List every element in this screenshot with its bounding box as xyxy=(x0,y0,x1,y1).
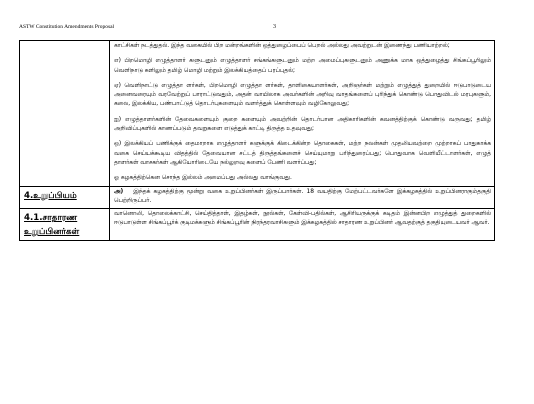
clause-label: அ) xyxy=(114,188,124,195)
document-title: ASTW Constitution Amendments Proposal xyxy=(19,24,115,30)
objectives-cell xyxy=(110,41,495,187)
paragraph: வானொலி, தொலைக்காட்சி, செய்தித்தாள், இதழ்கள், நூல்கள், கேள்வி-பதில்கள், ஆசிரியருக்குக் கடிதம் இன்னபிற எழுத்துத் துறைகளில் ஈடுபாடுள்ள சிங்கப்பூர்க் குடிமக்களும் சிங்கப்பூரின் நிரந்தரவாசிகளும் இக்கழகத்தில் சாதாரண உறுப்பினர் ஆவதற்குத் தகுதியுடையவர் ஆவர். xyxy=(114,211,491,227)
paragraph: ஏ) வெளிநாட்டு எழுத்தா ளர்கள், பிறமொழி எழுத்தா ளர்கள், தாளிகையாளர்கள், அறிஞர்கள் மற்றும் எழுத்துத் துறையில் ஈடுபாடுடைய அனைவரையும் வரவேற்றுப் பாராட்டுவதும், அதன் வாயிலாக அவர்களின் அறிவு வாதங்களைப் புரிந்துக் கொண்டு பொதுவிடல் மரபுகளும், கலை, இலக்கிய, பண்பாட்டுத் தொடர்புகளையும் வளர்த்துக் கொள்ளவும் வழிகோலுவது; xyxy=(114,82,491,108)
page-header xyxy=(19,24,514,34)
page-number: 3 xyxy=(273,24,276,30)
section-heading-cell xyxy=(20,186,110,209)
section-heading-line: 4.1.சாதாரண xyxy=(24,213,78,224)
paragraph: காட்சிகள் நடத்துதல். இந்த வகையில் பிற மன்றங்களின் ஒத்துழைப்பைப் பெறல் அல்லது அவற்றுடன் இணைந்து பணியாற்றல்; xyxy=(114,43,450,49)
section-body-cell xyxy=(110,186,495,209)
section-heading-cell xyxy=(20,209,110,241)
table-row xyxy=(20,41,495,187)
clause-text: இந்தக் கழகத்திற்கு மூன்று வகை உறுப்பினர்கள் இருப்பார்கள். 18 வயதிற்கு மேற்பட்டவர்களே இக்கழகத்தில் உறுப்பினராகும்தகுதி பெற்றிருப்பர். xyxy=(114,188,491,204)
section-body-cell xyxy=(110,209,495,241)
paragraph: ஒ) இலக்கியப் பணிக்குக் தைமாறாக எழுத்தாளர் களுக்குக் கிடைக்கின்ற தொகைகள், மற்ற நலன்கள் முதலியவற்றை முற்றாகப் பாதுகாக்க வகை செய்யக்கூடிய விதத்தில் தேவையான சட்டத் திருத்தங்களைச் செய்யுமாறு பரிந்துரைப்பது; பொதுவாக வெளியீட்டாளர்கள், எழுத் தாளர்கள் வாசகர்கள் ஆகியோரிடையே நல்லுறவு களைப் பேணி வளர்ப்பது; xyxy=(114,141,491,166)
paragraph xyxy=(114,188,491,207)
paragraph: ஐ) எழுத்தாளர்களின் தேவைகளையும் குறை களையும் அவற்றின் தொடர்பான அதிகாரிகளின் கவனத்திற்குக் கொண்டு வருவது; தமிழ் அறிவிப்புகளில் காணப்படும் தவறுகளை எடுத்துக் காட்டி திருத்த உதவுவது; xyxy=(114,116,491,133)
empty-cell xyxy=(20,41,110,187)
table-row xyxy=(20,209,495,241)
table-row xyxy=(20,186,495,209)
section-heading-line: உறுப்பினர்கள் xyxy=(24,227,80,238)
paragraph: ஓ கழகத்திற்கென சொந்த இல்லம் அமைப்பது அல்லது வாங்குவது. xyxy=(114,175,292,182)
amendments-table xyxy=(19,40,495,241)
paragraph: எ) பிறமொழி எழுத்தாளர் களுடனும் எழுத்தாளர் சங்கங்களுடனும் மற்ற அமைப்புகளுடனும் அணுக்க மாக ஒத்துழைத்து சிங்கப்பூரிலும் வெளிநாடு களிலும் தமிழ் மொழி மற்றும் இலக்கியத்தைப் பரப்புதல்; xyxy=(114,58,491,74)
section-heading: 4.உறுப்பியம் xyxy=(24,190,77,201)
